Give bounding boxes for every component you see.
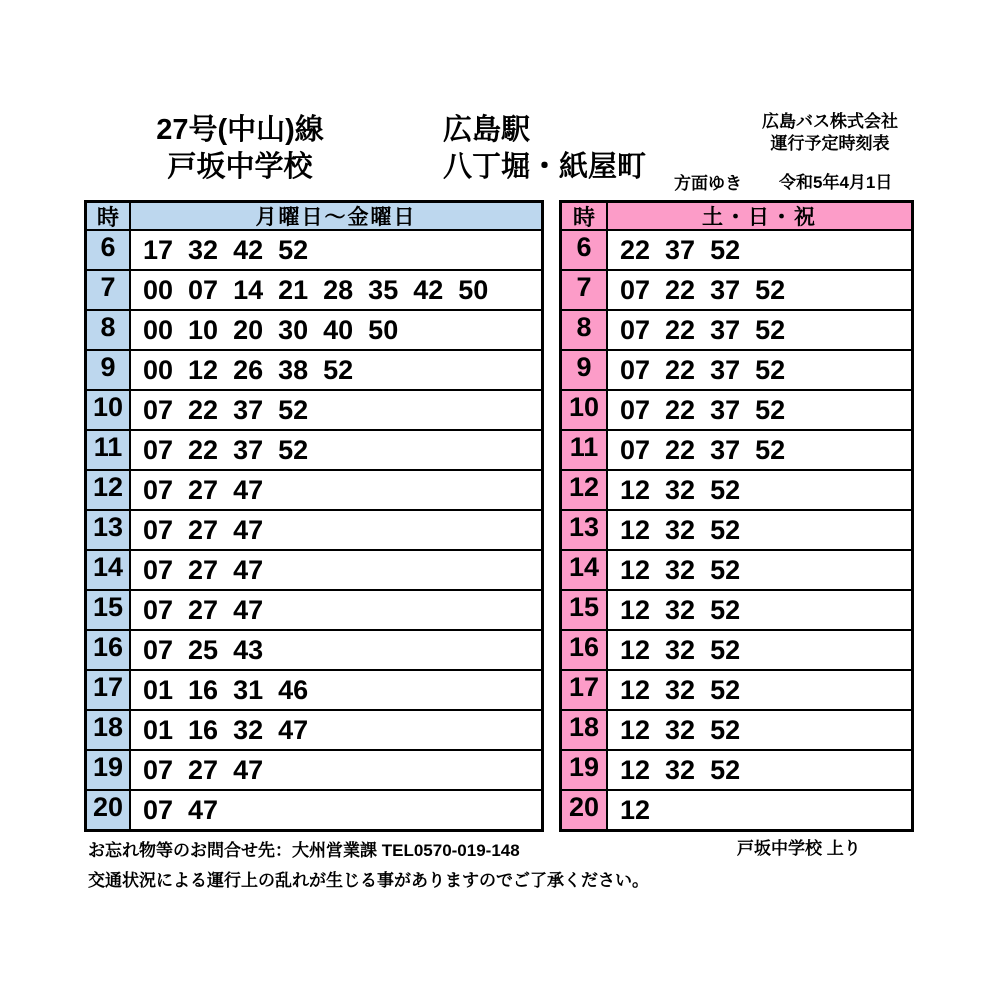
table-row [562, 349, 911, 389]
minutes-cell: 17 32 42 52 [143, 235, 309, 265]
minutes-cell: 01 16 32 47 [143, 715, 309, 745]
hour-cell: 12 [87, 471, 131, 509]
hour-cell: 20 [87, 791, 131, 829]
minutes-cell: 07 22 37 52 [620, 275, 786, 305]
minutes-cell: 01 16 31 46 [143, 675, 309, 705]
hour-cell: 19 [87, 751, 131, 789]
hour-cell: 13 [562, 511, 608, 549]
hour-cell: 17 [87, 671, 131, 709]
table-row [87, 669, 541, 709]
minutes-cell: 12 32 52 [620, 715, 741, 745]
table-row [562, 789, 911, 829]
hour-cell: 9 [87, 351, 131, 389]
hour-cell: 16 [87, 631, 131, 669]
table-row [562, 509, 911, 549]
hour-cell: 10 [562, 391, 608, 429]
minutes-cell: 07 27 47 [143, 515, 264, 545]
route-number: 27号(中山)線 [156, 114, 324, 146]
table-row [562, 709, 911, 749]
destination-line2: 八丁堀・紙屋町 [443, 151, 647, 183]
minutes-cell: 22 37 52 [620, 235, 741, 265]
minutes-cell: 07 22 37 52 [620, 315, 786, 345]
minutes-cell: 07 22 37 52 [620, 355, 786, 385]
table-row [562, 309, 911, 349]
hour-cell: 17 [562, 671, 608, 709]
table-row [87, 549, 541, 589]
minutes-cell: 07 22 37 52 [620, 395, 786, 425]
table-row [87, 389, 541, 429]
table-row [87, 349, 541, 389]
hour-cell: 7 [562, 271, 608, 309]
minutes-cell: 07 22 37 52 [143, 395, 309, 425]
table-row [562, 469, 911, 509]
minutes-cell: 12 32 52 [620, 755, 741, 785]
table-row [562, 629, 911, 669]
direction-suffix: 方面ゆき [674, 174, 742, 193]
hour-cell: 14 [562, 551, 608, 589]
stop-direction-note: 戸坂中学校 上り [737, 839, 861, 858]
minutes-cell: 00 12 26 38 52 [143, 355, 354, 385]
table-row [562, 229, 911, 269]
weekday-table-title: 月曜日～金曜日 [131, 203, 541, 229]
hour-cell: 6 [562, 231, 608, 269]
hour-cell: 18 [87, 711, 131, 749]
hour-cell: 6 [87, 231, 131, 269]
company-block [740, 111, 920, 155]
minutes-cell: 12 32 52 [620, 595, 741, 625]
table-row [87, 629, 541, 669]
table-row [87, 429, 541, 469]
weekday-timetable [84, 200, 544, 832]
table-row [562, 269, 911, 309]
hour-column-header: 時 [87, 203, 131, 229]
minutes-cell: 00 10 20 30 40 50 [143, 315, 399, 345]
table-row [87, 229, 541, 269]
table-row [87, 469, 541, 509]
holiday-table-header [562, 203, 911, 229]
hour-cell: 15 [562, 591, 608, 629]
destination-line1: 広島駅 [443, 114, 531, 146]
minutes-cell: 07 47 [143, 795, 219, 825]
lost-and-found-contact: お忘れ物等のお問合せ先：大州営業課 TEL0570-019-148 [88, 841, 520, 860]
minutes-cell: 12 32 52 [620, 555, 741, 585]
table-row [87, 789, 541, 829]
weekday-table-header [87, 203, 541, 229]
hour-cell: 18 [562, 711, 608, 749]
table-row [562, 389, 911, 429]
timetable-type: 運行予定時刻表 [770, 134, 890, 153]
hour-cell: 11 [87, 431, 131, 469]
hour-cell: 20 [562, 791, 608, 829]
minutes-cell: 07 27 47 [143, 475, 264, 505]
hour-cell: 19 [562, 751, 608, 789]
holiday-table-title: 土・日・祝 [608, 203, 911, 229]
hour-cell: 11 [562, 431, 608, 469]
hour-cell: 7 [87, 271, 131, 309]
hour-column-header: 時 [562, 203, 608, 229]
minutes-cell: 12 32 52 [620, 475, 741, 505]
minutes-cell: 07 22 37 52 [620, 435, 786, 465]
minutes-cell: 12 32 52 [620, 675, 741, 705]
minutes-cell: 07 27 47 [143, 555, 264, 585]
minutes-cell: 07 27 47 [143, 755, 264, 785]
hour-cell: 13 [87, 511, 131, 549]
table-row [87, 309, 541, 349]
hour-cell: 10 [87, 391, 131, 429]
traffic-notice: 交通状況による運行上の乱れが生じる事がありますのでご了承ください。 [88, 871, 649, 890]
minutes-cell: 12 32 52 [620, 635, 741, 665]
hour-cell: 16 [562, 631, 608, 669]
table-row [87, 709, 541, 749]
table-row [562, 669, 911, 709]
hour-cell: 15 [87, 591, 131, 629]
minutes-cell: 12 32 52 [620, 515, 741, 545]
minutes-cell: 12 [620, 795, 651, 825]
table-row [562, 749, 911, 789]
table-row [87, 749, 541, 789]
table-row [562, 549, 911, 589]
effective-date: 令和5年4月1日 [779, 173, 893, 192]
company-name: 広島バス株式会社 [762, 112, 898, 131]
route-title [130, 112, 350, 186]
minutes-cell: 07 25 43 [143, 635, 264, 665]
table-row [87, 589, 541, 629]
hour-cell: 14 [87, 551, 131, 589]
table-row [562, 589, 911, 629]
minutes-cell: 00 07 14 21 28 35 42 50 [143, 275, 489, 305]
route-origin: 戸坂中学校 [167, 151, 313, 183]
destination-title [443, 112, 703, 186]
holiday-timetable [559, 200, 914, 832]
table-row [87, 269, 541, 309]
hour-cell: 12 [562, 471, 608, 509]
hour-cell: 8 [562, 311, 608, 349]
minutes-cell: 07 27 47 [143, 595, 264, 625]
hour-cell: 9 [562, 351, 608, 389]
table-row [87, 509, 541, 549]
minutes-cell: 07 22 37 52 [143, 435, 309, 465]
hour-cell: 8 [87, 311, 131, 349]
table-row [562, 429, 911, 469]
